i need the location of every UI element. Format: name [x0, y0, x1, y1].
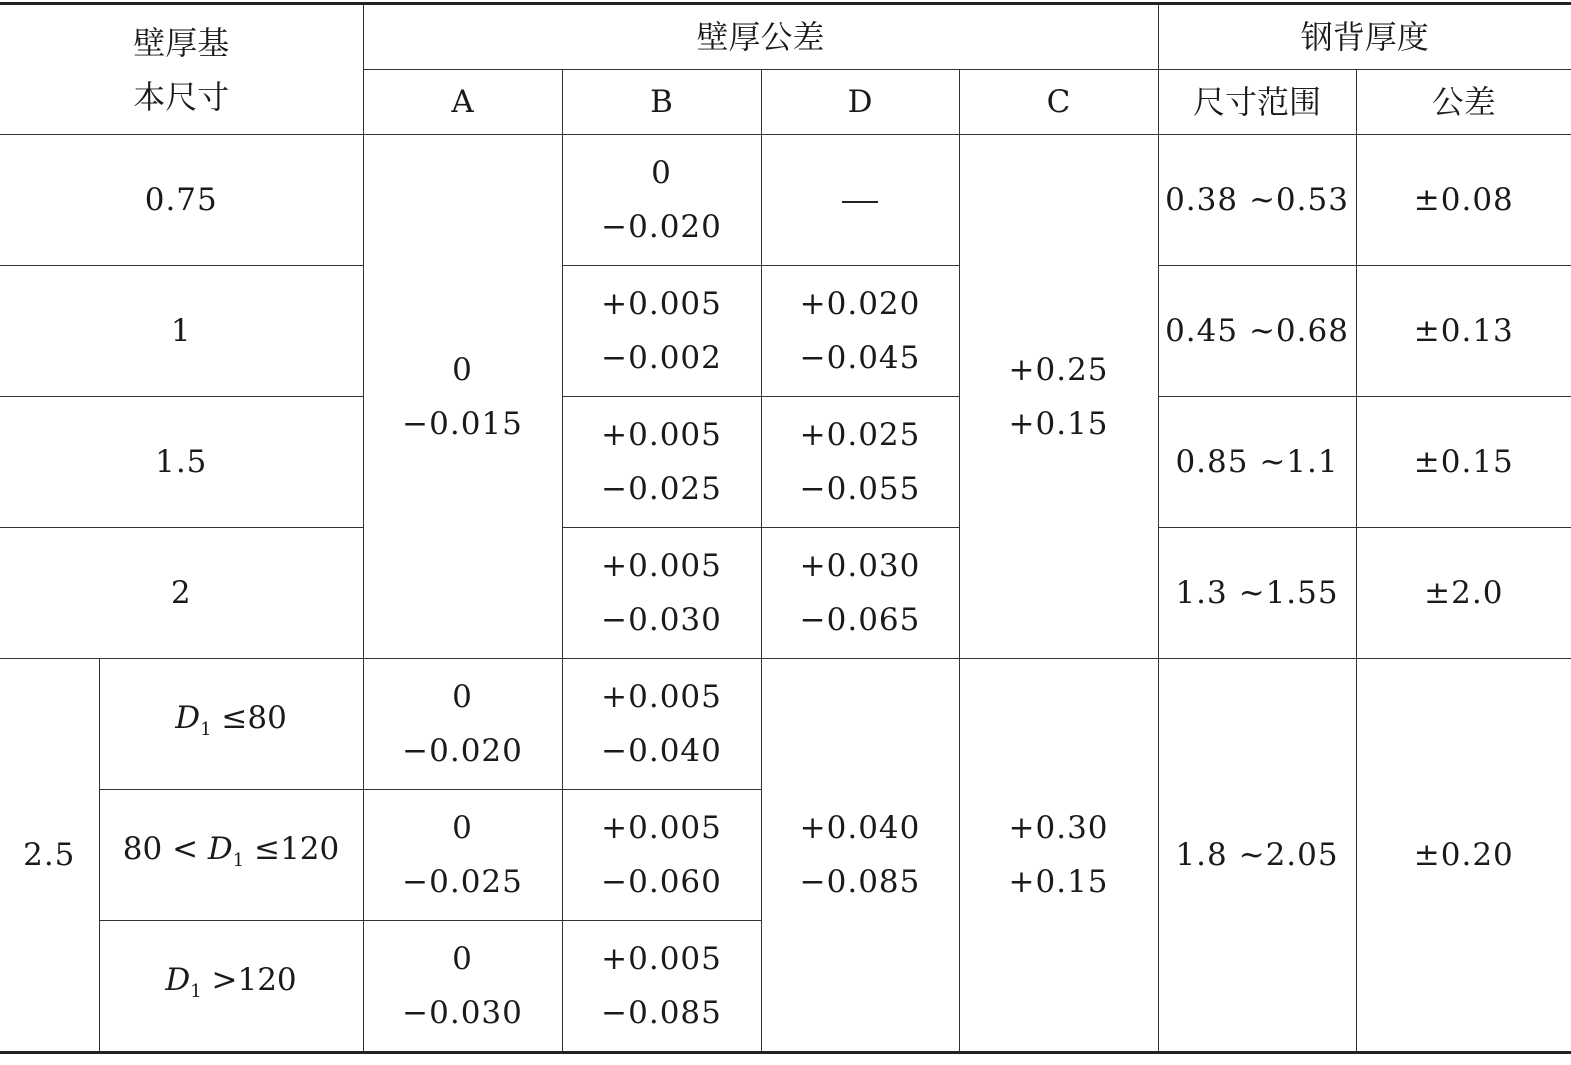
b-cell: +0.005 −0.030: [562, 528, 761, 659]
dash-mark: [842, 201, 878, 203]
tolerance-cell: ±2.0: [1356, 528, 1571, 659]
table-row: [0, 266, 1571, 397]
b-cell: +0.005 −0.002: [562, 266, 761, 397]
header-tolerance: 公差: [1356, 70, 1571, 135]
d-cell: +0.030 −0.065: [761, 528, 959, 659]
header-base-size: 壁厚基 本尺寸: [0, 4, 363, 135]
d-cell: +0.025 −0.055: [761, 397, 959, 528]
base-size-cell: 2.5: [0, 659, 99, 1053]
table-row: [0, 659, 1571, 790]
tolerance-cell: ±0.08: [1356, 135, 1571, 266]
wall-thickness-tolerance-table: [0, 2, 1571, 1054]
diameter-condition-cell: $80 < D_1 \le 120$: [99, 790, 363, 921]
tolerance-cell: ±0.20: [1356, 659, 1571, 1053]
size-range-cell: 0.85 ~1.1: [1158, 397, 1356, 528]
header-col-a: A: [363, 70, 562, 135]
size-range-cell: 0.38 ~0.53: [1158, 135, 1356, 266]
table-row: [0, 528, 1571, 659]
tolerance-cell: ±0.15: [1356, 397, 1571, 528]
table-row: [0, 397, 1571, 528]
group1-c-cell: +0.25 +0.15: [959, 135, 1158, 659]
b-cell: +0.005 −0.060: [562, 790, 761, 921]
table-row: [0, 135, 1571, 266]
base-size-cell: 1: [0, 266, 363, 397]
group2-d-cell: +0.040 −0.085: [761, 659, 959, 1053]
b-cell: +0.005 −0.040: [562, 659, 761, 790]
a-cell: 0 −0.030: [363, 921, 562, 1053]
size-range-cell: 1.3 ~1.55: [1158, 528, 1356, 659]
group2-c-cell: +0.30 +0.15: [959, 659, 1158, 1053]
b-cell: 0 −0.020: [562, 135, 761, 266]
base-size-cell: 2: [0, 528, 363, 659]
b-cell: +0.005 −0.085: [562, 921, 761, 1053]
header-size-range: 尺寸范围: [1158, 70, 1356, 135]
base-size-cell: 1.5: [0, 397, 363, 528]
header-col-c: C: [959, 70, 1158, 135]
d-cell-empty: [761, 135, 959, 266]
diameter-condition-cell: $D_1 \le 80$: [99, 659, 363, 790]
tolerance-cell: ±0.13: [1356, 266, 1571, 397]
header-col-b: B: [562, 70, 761, 135]
header-row-1: [0, 4, 1571, 70]
size-range-cell: 1.8 ~2.05: [1158, 659, 1356, 1053]
group1-a-cell: 0 −0.015: [363, 135, 562, 659]
b-cell: +0.005 −0.025: [562, 397, 761, 528]
header-wall-tolerance: 壁厚公差: [363, 4, 1158, 70]
base-size-cell: 0.75: [0, 135, 363, 266]
a-cell: 0 −0.025: [363, 790, 562, 921]
d-cell: +0.020 −0.045: [761, 266, 959, 397]
header-steel-back: 钢背厚度: [1158, 4, 1571, 70]
size-range-cell: 0.45 ~0.68: [1158, 266, 1356, 397]
a-cell: 0 −0.020: [363, 659, 562, 790]
diameter-condition-cell: $D_1 >120$: [99, 921, 363, 1053]
header-col-d: D: [761, 70, 959, 135]
